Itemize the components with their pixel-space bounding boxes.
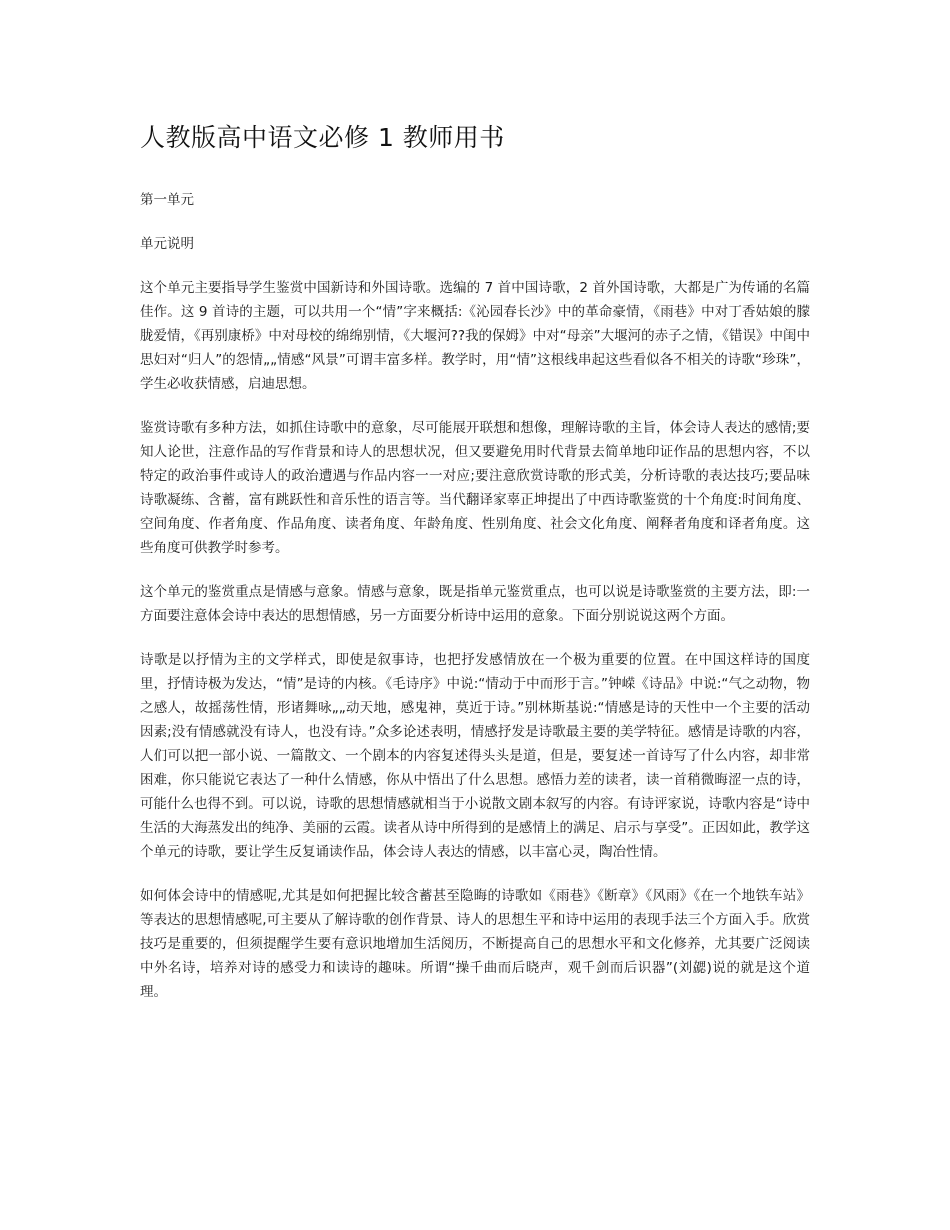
document-page [140,118,810,1024]
paragraph: 鉴赏诗歌有多种方法，如抓住诗歌中的意象，尽可能展开联想和想像，理解诗歌的主旨，体会诗人表达的感情;要知人论世，注意作品的写作背景和诗人的思想状况，但又要避免用时代背景去简单地印证作品的思想内容，不以特定的政治事件或诗人的政治遭遇与作品内容一一对应;要注意欣赏诗歌的形式美，分析诗歌的表达技巧;要品味诗歌凝练、含蓄，富有跳跃性和音乐性的语言等。当代翻译家辜正坤提出了中西诗歌鉴赏的十个角度:时间角度、空间角度、作者角度、作品角度、读者角度、年龄角度、性别角度、社会文化角度、阐释者角度和译者角度。这些角度可供教学时参考。 [140,420,810,556]
paragraph: 诗歌是以抒情为主的文学样式，即使是叙事诗，也把抒发感情放在一个极为重要的位置。在中国这样诗的国度里，抒情诗极为发达，“情”是诗的内核。《毛诗序》中说:“情动于中而形于言。”钟嵘《诗品》中说:“气之动物，物之感人，故摇荡性情，形诸舞咏„„动天地，感鬼神，莫近于诗。”别林斯基说:“情感是诗的天性中一个主要的活动因素;没有情感就没有诗人，也没有诗。”众多论述表明，情感抒发是诗歌最主要的美学特征。感情是诗歌的内容，人们可以把一部小说、一篇散文、一个剧本的内容复述得头头是道，但是，要复述一首诗写了什么内容，却非常困难，你只能说它表达了一种什么情感，你从中悟出了什么思想。感悟力差的读者，读一首稍微晦涩一点的诗，可能什么也得不到。可以说，诗歌的思想情感就相当于小说散文剧本叙写的内容。有诗评家说，诗歌内容是“诗中生活的大海蒸发出的纯净、美丽的云霞。读者从诗中所得到的是感情上的满足、启示与享受”。正因如此，教学这个单元的诗歌，要让学生反复诵读作品，体会诗人表达的情感，以丰富心灵，陶冶性情。 [140,652,810,860]
section-heading: 单元说明 [140,236,194,252]
unit-heading: 第一单元 [140,192,194,208]
paragraph: 这个单元主要指导学生鉴赏中国新诗和外国诗歌。选编的 7 首中国诗歌，2 首外国诗歌，大都是广为传诵的名篇佳作。这 9 首诗的主题，可以共用一个“情”字来概括:《沁园春长沙》中的革命豪情，《雨巷》中对丁香姑娘的朦胧爱情，《再别康桥》中对母校的绵绵别情，《大堰河??我的保姆》中对“母亲”大堰河的赤子之情，《错误》中闺中思妇对“归人”的怨情„„情感“风景”可谓丰富多样。教学时，用“情”这根线串起这些看似各不相关的诗歌“珍珠”，学生必收获情感，启迪思想。 [140,280,810,392]
paragraph: 这个单元的鉴赏重点是情感与意象。情感与意象，既是指单元鉴赏重点，也可以说是诗歌鉴赏的主要方法，即:一方面要注意体会诗中表达的思想情感，另一方面要分析诗中运用的意象。下面分别说说这两个方面。 [140,584,810,624]
page-title: 人教版高中语文必修 1 教师用书 [140,123,505,152]
paragraph: 如何体会诗中的情感呢,尤其是如何把握比较含蓄甚至隐晦的诗歌如《雨巷》《断章》《风雨》《在一个地铁车站》等表达的思想情感呢,可主要从了解诗歌的创作背景、诗人的思想生平和诗中运用的表现手法三个方面入手。欣赏技巧是重要的，但须提醒学生要有意识地增加生活阅历，不断提高自己的思想水平和文化修养，尤其要广泛阅读中外名诗，培养对诗的感受力和读诗的趣味。所谓“操千曲而后晓声，观千剑而后识器”(刘勰)说的就是这个道理。 [140,888,810,1000]
